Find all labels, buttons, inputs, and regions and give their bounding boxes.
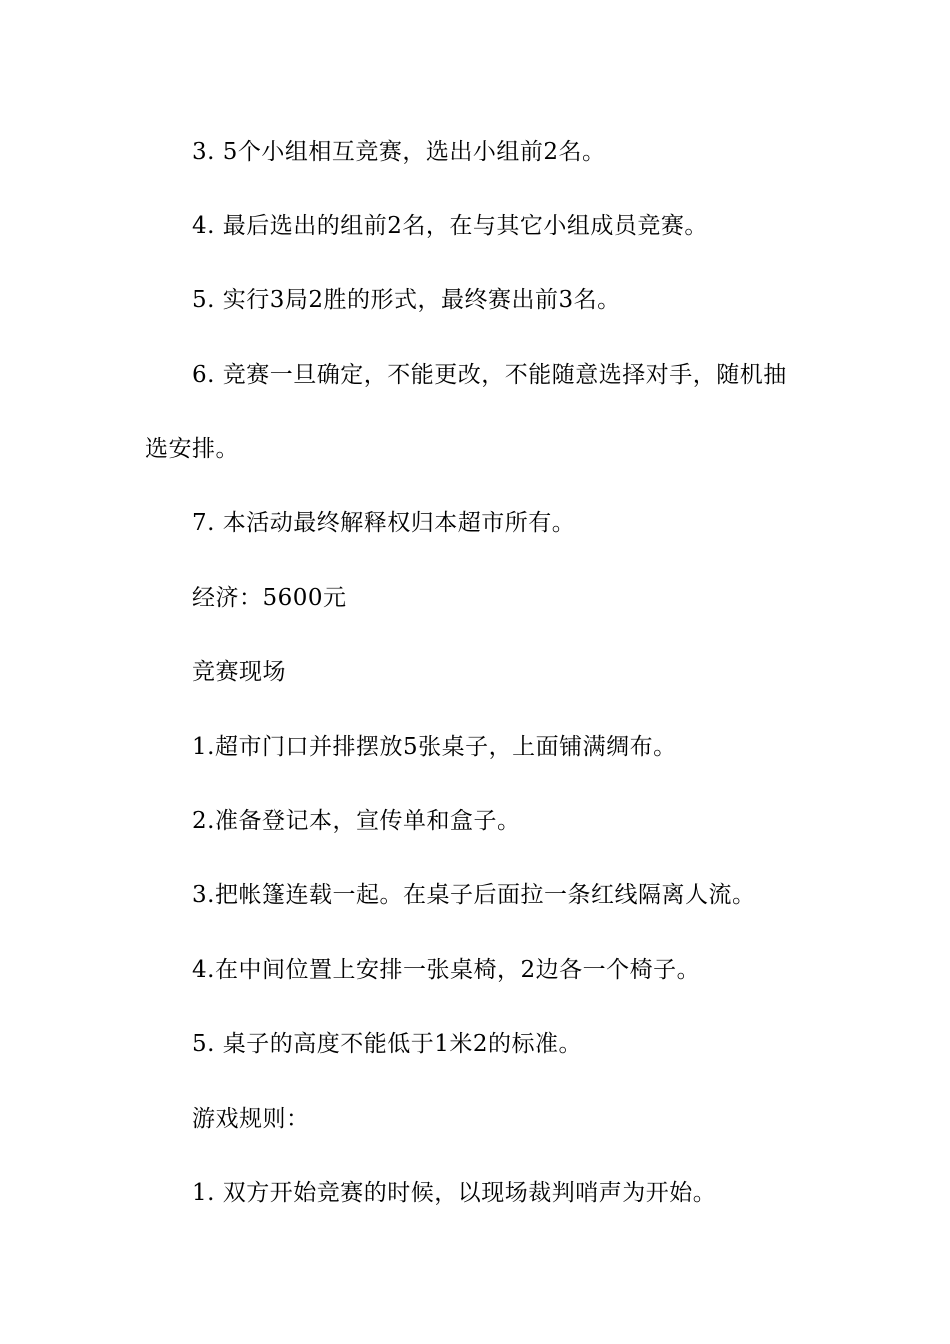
- rule-item-7: 7. 本活动最终解释权归本超市所有。: [192, 510, 576, 536]
- venue-item-5: 5. 桌子的高度不能低于1米2的标准。: [192, 1031, 583, 1057]
- venue-item-2: 2.准备登记本，宣传单和盒子。: [192, 808, 521, 834]
- section-heading-game-rules: 游戏规则：: [192, 1106, 310, 1132]
- rule-item-6-continuation: 选安排。: [145, 436, 239, 462]
- rule-item-5: 5. 实行3局2胜的形式，最终赛出前3名。: [192, 287, 621, 313]
- venue-item-4: 4.在中间位置上安排一张桌椅，2边各一个椅子。: [192, 957, 701, 983]
- rule-item-4: 4. 最后选出的组前2名，在与其它小组成员竞赛。: [192, 213, 708, 239]
- game-rule-item-1: 1. 双方开始竞赛的时候，以现场裁判哨声为开始。: [192, 1180, 717, 1206]
- section-heading-venue: 竞赛现场: [192, 659, 286, 685]
- budget-line: 经济：5600元: [192, 585, 347, 611]
- rule-item-3: 3. 5个小组相互竞赛，选出小组前2名。: [192, 139, 606, 165]
- rule-item-6: 6. 竞赛一旦确定，不能更改，不能随意选择对手，随机抽: [192, 362, 787, 388]
- venue-item-1: 1.超市门口并排摆放5张桌子，上面铺满绸布。: [192, 734, 677, 760]
- venue-item-3: 3.把帐篷连载一起。在桌子后面拉一条红线隔离人流。: [192, 882, 756, 908]
